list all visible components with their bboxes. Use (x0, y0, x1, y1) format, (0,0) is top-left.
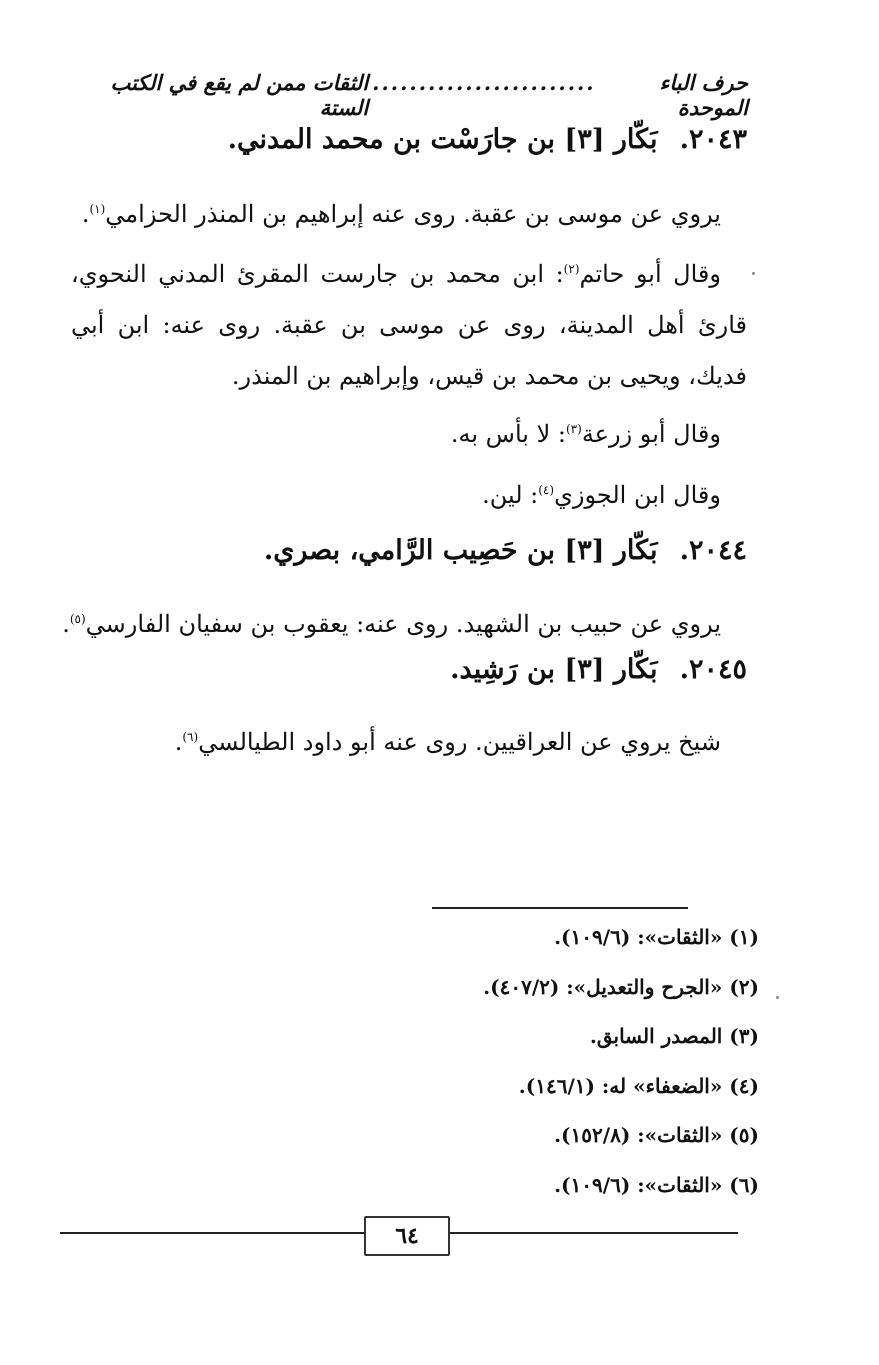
footnote-5: (٥) «الثقات»: (١٥٢/٨). (554, 1123, 759, 1147)
footnote-marker: (٥) (69, 612, 86, 626)
entry-title-2043 (228, 124, 747, 155)
header-book-title: الثقات ممن لم يقع في الكتب الستة (110, 70, 369, 120)
header-leader-dots: ........................ (372, 70, 596, 95)
footnote-3: (٣) المصدر السابق. (589, 1024, 759, 1048)
header-chapter-title: حرف الباء الموحدة (659, 70, 748, 120)
entry-title-2045 (450, 654, 747, 685)
paragraph: يروي عن موسى بن عقبة. روى عنه إبراهيم بن المنذر الحزامي$^{(١)}$. (81, 200, 721, 228)
entry-title-2044 (264, 535, 747, 566)
paragraph: يروي عن حبيب بن الشهيد. روى عنه: يعقوب بن سفيان الفارسي$^{(٥)}$. (62, 610, 721, 638)
scan-speck (752, 272, 755, 275)
footnote-4: (٤) «الضعفاء» له: (١٤٦/١). (518, 1074, 759, 1098)
footnote-1: (١) «الثقات»: (١٠٩/٦). (554, 925, 759, 949)
footnote-marker: (٢) (563, 262, 580, 276)
entry-name: بَكّار [٣] بن رَشِيد. (450, 654, 658, 685)
footnote-6: (٦) «الثقات»: (١٠٩/٦). (554, 1173, 759, 1197)
page-number: ٦٤ (364, 1216, 450, 1256)
entry-number: ٢٠٤٥. (679, 654, 747, 685)
entry-number: ٢٠٤٣. (679, 124, 747, 155)
entry-name: بَكّار [٣] بن حَصِيب الرَّامي، بصري. (263, 535, 658, 566)
footnote-marker: (٤) (538, 483, 555, 497)
footnote-marker: (١) (89, 202, 106, 216)
footnote-marker: (٦) (182, 730, 199, 744)
paragraph-abu-zura: وقال أبو زرعة$^{(٣)}$: لا بأس به. (450, 420, 721, 448)
footnote-separator (432, 907, 688, 909)
entry-name: بَكّار [٣] بن جارَسْت بن محمد المدني. (227, 124, 658, 155)
scan-speck (776, 996, 779, 999)
running-header (88, 70, 748, 120)
paragraph-ibn-jawzi: وقال ابن الجوزي$^{(٤)}$: لين. (482, 481, 721, 509)
footnote-marker: (٣) (565, 422, 582, 436)
paragraph: شيخ يروي عن العراقيين. روى عنه أبو داود الطيالسي$^{(٦)}$. (174, 728, 721, 756)
footnote-2: (٢) «الجرح والتعديل»: (٤٠٧/٢). (483, 975, 759, 999)
entry-number: ٢٠٤٤. (679, 535, 747, 566)
paragraph-abu-hatim: وقال أبو حاتم$^{(٢)}$: ابن محمد بن جارست المقرئ المدني النحوي، قارئ أهل المدينة، روى عن موسى بن عقبة. روى عنه: ابن أبي فديك، ويحيى بن محمد بن قيس، وإبراهيم بن المنذر. (71, 260, 747, 390)
